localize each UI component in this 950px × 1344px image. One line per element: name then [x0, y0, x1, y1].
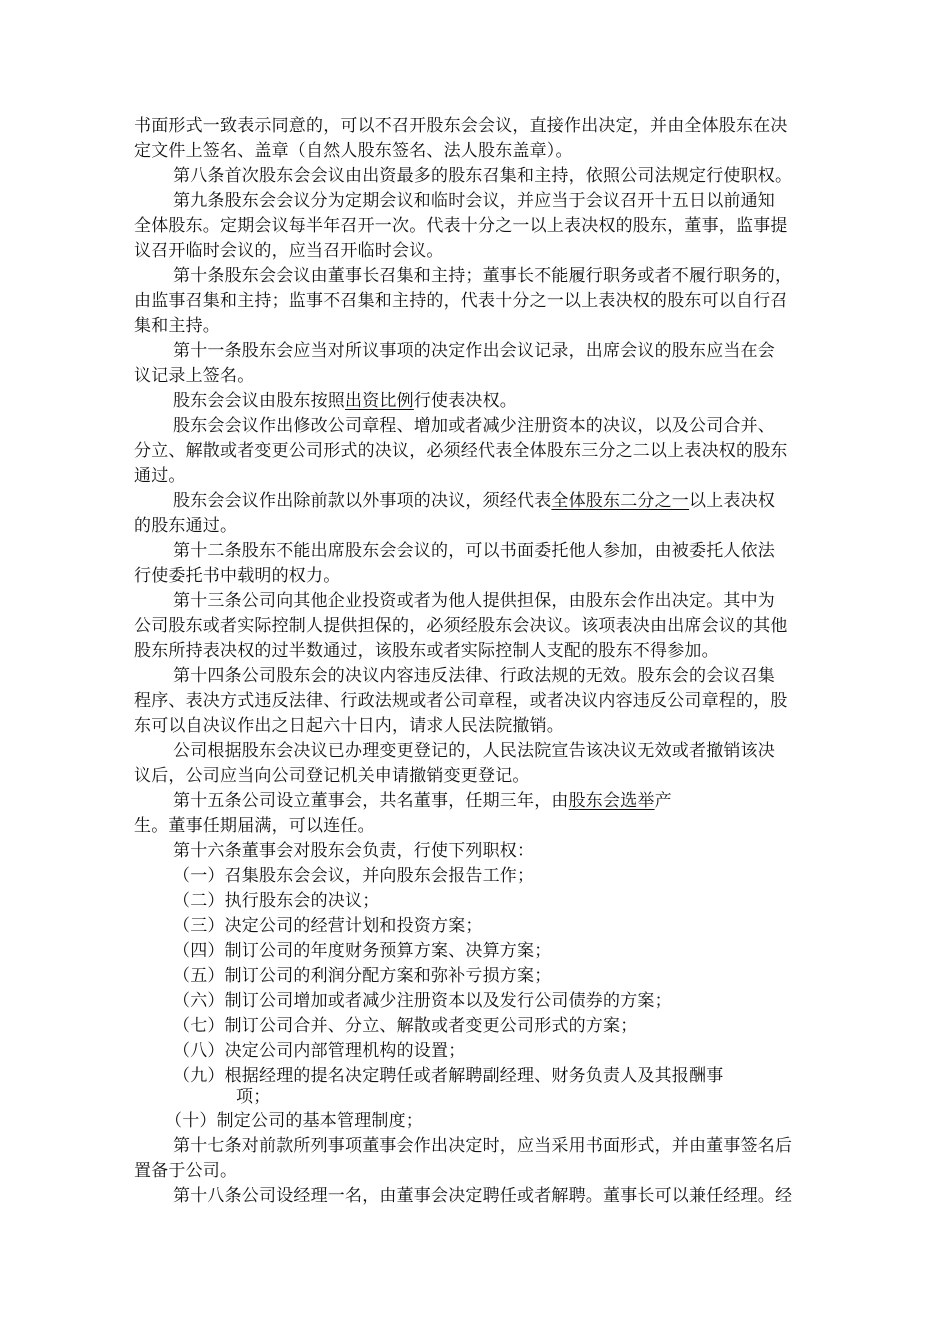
- list-item: （四）制订公司的年度财务预算方案、决算方案；: [173, 941, 552, 961]
- list-item: （三）决定公司的经营计划和投资方案；: [173, 916, 483, 936]
- text-span: 股东会会议由股东按照: [173, 391, 345, 411]
- text-line: 股东所持表决权的过半数通过，该股东或者实际控制人支配的股东不得参加。: [134, 641, 719, 661]
- list-item: （十）制定公司的基本管理制度；: [165, 1111, 423, 1131]
- article-16: 第十六条董事会对股东会负责，行使下列职权：: [173, 841, 535, 861]
- text-line: 行使委托书中载明的权力。: [134, 566, 341, 586]
- text-line: 定文件上签名、盖章（自然人股东签名、法人股东盖章）。: [134, 141, 573, 161]
- text-line: 全体股东。定期会议每半年召开一次。代表十分之一以上表决权的股东，董事，监事提: [134, 216, 788, 236]
- article-13: 第十三条公司向其他企业投资或者为他人提供担保，由股东会作出决定。其中为: [173, 591, 775, 611]
- text-line: 置备于公司。: [134, 1161, 238, 1181]
- list-item: （一）召集股东会会议，并向股东会报告工作；: [173, 866, 535, 886]
- text-span: 以上表决权: [689, 491, 776, 511]
- list-item: （二）执行股东会的决议；: [173, 891, 380, 911]
- text-line: 议记录上签名。: [134, 366, 255, 386]
- list-item: （九）根据经理的提名决定聘任或者解聘副经理、财务负责人及其报酬事: [173, 1066, 724, 1086]
- text-line: 议召开临时会议的，应当召开临时会议。: [134, 241, 444, 261]
- text-line: 通过。: [134, 466, 186, 486]
- text-line: 股东会会议作出修改公司章程、增加或者减少注册资本的决议，以及公司合并、: [173, 416, 775, 436]
- underlined-term: 出资比例: [345, 391, 414, 411]
- underlined-term: 全体股东二分之一: [551, 491, 690, 511]
- text-line: 分立、解散或者变更公司形式的决议，必须经代表全体股东三分之二以上表决权的股东: [134, 441, 788, 461]
- text-line: 集和主持。: [134, 316, 220, 336]
- article-8: 第八条首次股东会会议由出资最多的股东召集和主持，依照公司法规定行使职权。: [173, 166, 793, 186]
- text-line: 书面形式一致表示同意的，可以不召开股东会会议，直接作出决定，并由全体股东在决: [134, 116, 788, 136]
- text-span: 股东会会议作出除前款以外事项的决议，须经代表: [173, 491, 552, 511]
- text-line: 公司根据股东会决议已办理变更登记的，人民法院宣告该决议无效或者撤销该决: [173, 741, 775, 761]
- text-line: 程序、表决方式违反法律、行政法规或者公司章程，或者决议内容违反公司章程的，股: [134, 691, 788, 711]
- text-line: [173, 389, 517, 413]
- text-line: 公司股东或者实际控制人提供担保的，必须经股东会决议。该项表决由出席会议的其他: [134, 616, 788, 636]
- text-line: 的股东通过。: [134, 516, 238, 536]
- article-9: 第九条股东会会议分为定期会议和临时会议，并应当于会议召开十五日以前通知: [173, 191, 775, 211]
- list-item-continuation: 项；: [236, 1087, 271, 1107]
- list-item: （六）制订公司增加或者减少注册资本以及发行公司债券的方案；: [173, 991, 672, 1011]
- text-span: 行使表决权。: [413, 391, 518, 411]
- article-18: 第十八条公司设经理一名，由董事会决定聘任或者解聘。董事长可以兼任经理。经: [173, 1186, 793, 1206]
- article-17: 第十七条对前款所列事项董事会作出决定时，应当采用书面形式，并由董事签名后: [173, 1136, 793, 1156]
- text-line: 议后，公司应当向公司登记机关申请撤销变更登记。: [134, 766, 530, 786]
- article-14: 第十四条公司股东会的决议内容违反法律、行政法规的无效。股东会的会议召集: [173, 666, 775, 686]
- underlined-term: 股东会选举: [568, 791, 655, 811]
- article-15: [173, 789, 672, 813]
- text-span: 产: [654, 791, 672, 811]
- text-line: 由监事召集和主持；监事不召集和主持的，代表十分之一以上表决权的股东可以自行召: [134, 291, 788, 311]
- list-item: （七）制订公司合并、分立、解散或者变更公司形式的方案；: [173, 1016, 638, 1036]
- text-line: 生。董事任期届满，可以连任。: [134, 816, 375, 836]
- article-11: 第十一条股东会应当对所议事项的决定作出会议记录，出席会议的股东应当在会: [173, 341, 775, 361]
- list-item: （八）决定公司内部管理机构的设置；: [173, 1041, 466, 1061]
- text-span: 第十五条公司设立董事会，共名董事，任期三年，由: [173, 791, 569, 811]
- article-10: 第十条股东会会议由董事长召集和主持；董事长不能履行职务或者不履行职务的，: [173, 266, 793, 286]
- article-12: 第十二条股东不能出席股东会会议的，可以书面委托他人参加，由被委托人依法: [173, 541, 775, 561]
- text-line: 东可以自决议作出之日起六十日内，请求人民法院撤销。: [134, 716, 564, 736]
- list-item: （五）制订公司的利润分配方案和弥补亏损方案；: [173, 966, 552, 986]
- text-line: [173, 489, 775, 513]
